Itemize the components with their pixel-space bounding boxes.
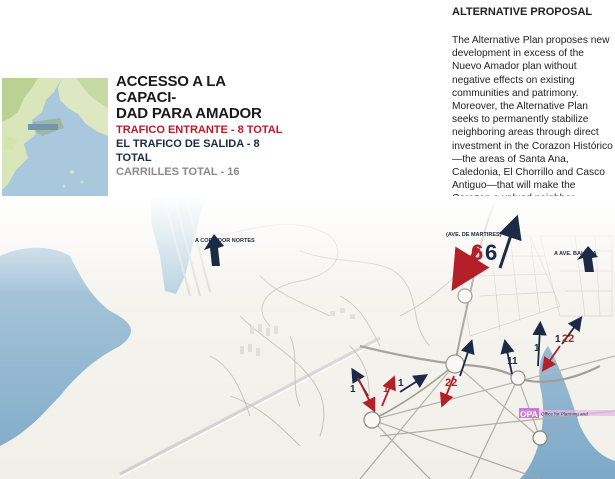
count-h: 22 [562, 333, 575, 345]
count-f: 1 [534, 343, 540, 354]
count-e: 11 [507, 356, 518, 367]
opa-caption: Office for Planning and [541, 411, 588, 417]
corridor-norte-label: A CORRIDOR NORTES [195, 238, 255, 244]
proposal-body: The Alternative Plan proposes new development in excess of the Nuevo Amador plan without negative effects on existing communities and patrimony. Moreover, the Alternative Plan seeks to permanently stabilize neighboring areas through direct investment in the Corazon Histórico—the areas of Santa Ana, Caledonia, El Chorrillo and Casco Antiguo—that will make the [452, 35, 613, 192]
total-lanes-label: CARRILLES TOTAL - 16 [116, 166, 240, 178]
capacity-title-block [116, 74, 286, 179]
location-inset-map [2, 78, 108, 204]
alternative-proposal [452, 6, 614, 206]
count-c: 1 [398, 378, 404, 389]
traffic-map [0, 196, 615, 479]
balboa-label: A AVE. BALBOA [554, 251, 597, 257]
proposal-title: ALTERNATIVE PROPOSAL [452, 6, 593, 18]
martires-in-count: 6 [471, 240, 484, 265]
count-a: 1 [350, 384, 356, 395]
count-b: 1 [383, 384, 389, 395]
incoming-traffic-label: TRAFICO ENTRANTE - 8 TOTAL [116, 124, 283, 136]
heading-line-1: ACCESSO A LA CAPACI- [116, 73, 226, 106]
martires-out-count: 6 [485, 240, 498, 265]
count-d: 22 [445, 377, 458, 389]
heading-line-2: DAD PARA AMADOR [116, 105, 262, 122]
opa-label: OPA [520, 409, 538, 419]
martires-label: (AVE. DE MARTIRES) [446, 232, 502, 238]
outgoing-traffic-label: EL TRAFICO DE SALIDA - 8 TOTAL [116, 138, 260, 164]
count-g: 1 [555, 334, 561, 345]
